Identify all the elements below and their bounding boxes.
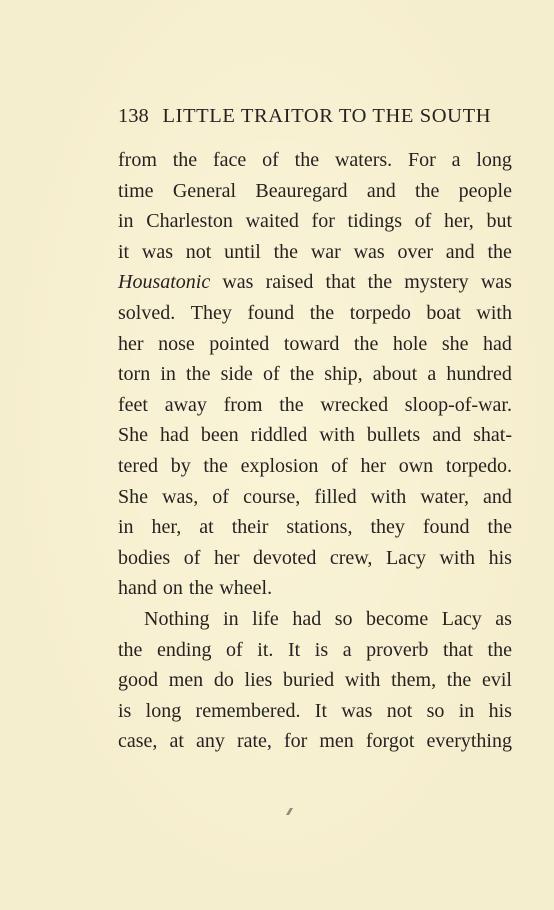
text-line: the ending of it. It is a proverb that the [118, 638, 512, 661]
ink-speck [286, 808, 293, 815]
text-line: She had been riddled with bullets and shat- [118, 424, 512, 447]
paragraph [118, 604, 512, 757]
text-line: feet away from the wrecked sloop-of-war. [118, 393, 512, 416]
paragraph [118, 145, 512, 604]
text-line: She was, of course, filled with water, and [118, 485, 512, 508]
text-line: Housatonic was raised that the mystery was [118, 271, 512, 294]
text-line: her nose pointed toward the hole she had [118, 332, 512, 355]
text-line: case, at any rate, for men forgot everything [118, 730, 512, 753]
text-line: torn in the side of the ship, about a hundred [118, 363, 512, 386]
running-title: LITTLE TRAITOR TO THE SOUTH [162, 105, 492, 127]
text-line: is long remembered. It was not so in his [118, 699, 512, 722]
text-line: Nothing in life had so become Lacy as [144, 607, 512, 630]
text-line: good men do lies buried with them, the evil [118, 669, 512, 692]
text-line: bodies of her devoted crew, Lacy with his [118, 546, 512, 569]
text-line: hand on the wheel. [118, 577, 273, 600]
text-line: tered by the explosion of her own torpedo. [118, 454, 512, 477]
text-line: time General Beauregard and the people [118, 179, 512, 202]
text-line: it was not until the war was over and the [118, 240, 512, 263]
text-line: in her, at their stations, they found the [118, 516, 512, 539]
page-number: 138 [118, 105, 149, 127]
body-text [118, 145, 512, 757]
text-line: from the face of the waters. For a long [118, 149, 512, 171]
text-line: in Charleston waited for tidings of her, but [118, 210, 512, 233]
running-head [118, 105, 512, 135]
text-line: solved. They found the torpedo boat with [118, 301, 512, 324]
